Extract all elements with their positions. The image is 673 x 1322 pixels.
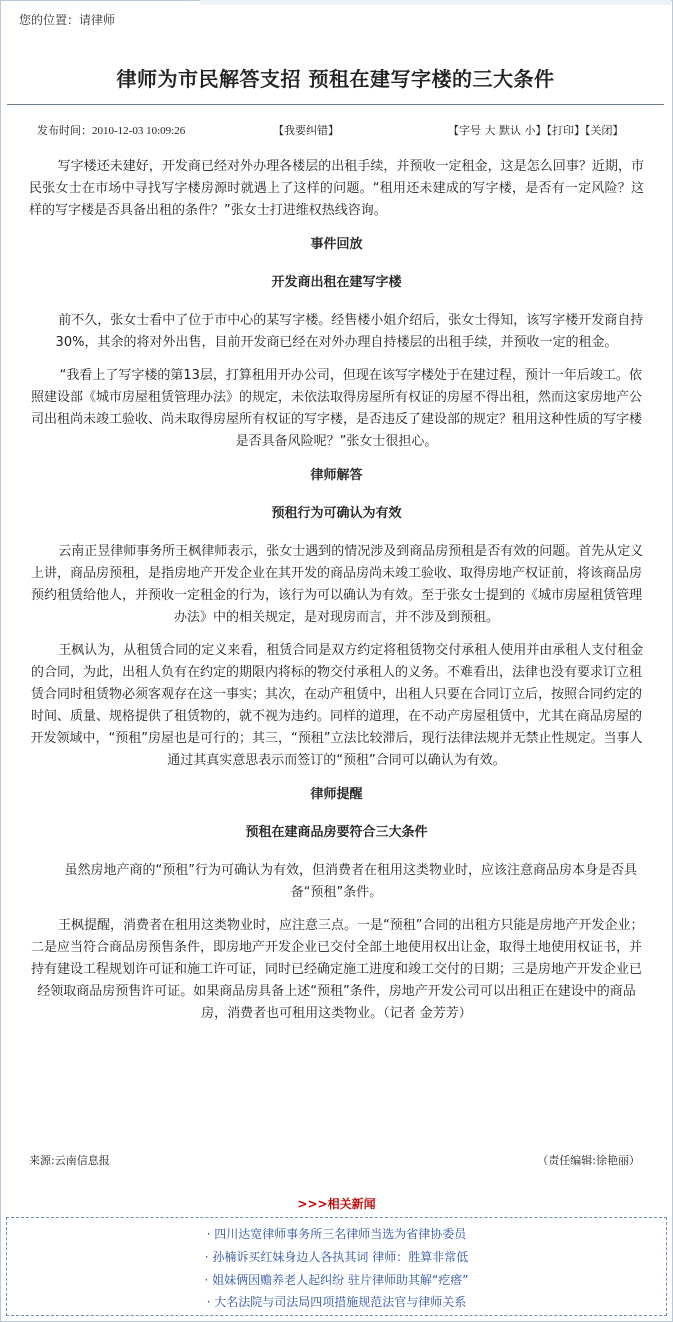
publish-info [37,122,185,138]
related-news-link[interactable]: · 姐妹俩因赡养老人起纠纷 驻片律师助其解“疙瘩” [204,1273,469,1287]
article-paragraph: 写字楼还未建好，开发商已经对外办理各楼层的出租手续，并预收一定租金，这是怎么回事？近期，市民张女士在市场中寻找写字楼房源时就遇上了这样的问题。“租用还未建成的写字楼，是否有一定风险？这样的写字楼是否具备出租的条件？”张女士打进维权热线咨询。 [29,159,644,218]
section-subheading: 预租行为可确认为有效 [271,506,402,521]
related-news-box [6,1217,667,1316]
related-news-link[interactable]: · 孙楠诉买红妹身边人各执其词 律师：胜算非常低 [204,1250,469,1264]
article-paragraph: “我看上了写字楼的第13层，打算租用开办公司，但现在该写字楼处于在建过程，预计一年后竣工。依照建设部《城市房屋租赁管理办法》的规定，未依法取得房屋所有权证的房屋不得出租，然而这家房地产公司出租尚未竣工验收、尚未取得房屋所有权证的写字楼，是否违反了建设部的规定？租用这种性质的写字楼是否具备风险呢？”张女士很担心。 [30,368,642,449]
print-link[interactable]: 【打印】 [546,124,585,137]
section-subheading: 开发商出租在建写字楼 [271,275,402,290]
font-size-big-link[interactable]: 大 [484,124,496,137]
article-title: 律师为市民解答支招 预租在建写字楼的三大条件 [116,67,555,91]
section-subheading: 预租在建商品房要符合三大条件 [245,825,428,840]
responsible-editor: （责任编辑:徐艳丽） [537,1154,640,1167]
font-size-default-link[interactable]: 默认 [499,124,521,137]
article-paragraph: 虽然房地产商的“预租”行为可确认为有效，但消费者在租用这类物业时，应该注意商品房本身是否具备“预租”条件。 [64,863,638,900]
article-body [29,156,644,1036]
related-news-heading: >>>相关新闻 [297,1197,376,1211]
publish-time: 2010-12-03 10:09:26 [92,125,186,137]
article-paragraph: 前不久，张女士看中了位于市中心的某写字楼。经售楼小姐介绍后，张女士得知，该写字楼开发商自持30%，其余的将对外出售，目前开发商已经在对外办理自持楼层的出租手续，并预收一定的租金。 [55,313,644,350]
article-paragraph: 王枫提醒，消费者在租用这类物业时，应注意三点。一是“预租”合同的出租方只能是房地产开发企业；二是应当符合商品房预售条件，即房地产开发企业已交付全部土地使用权出让金，取得土地使用权证书，并持有建设工程规划许可证和施工许可证，同时已经确定施工进度和竣工交付的日期；三是房地产开发企业已经领取商品房预售许可证。如果商品房具备上述“预租”条件，房地产开发公司可以出租正在建设中的商品房，消费者也可租用这类物业。（记者 金芳芳） [30,918,644,1021]
close-link[interactable]: 【关闭】 [585,124,624,137]
font-size-label: 【字号 [448,124,481,137]
article-paragraph: 王枫认为，从租赁合同的定义来看，租赁合同是双方约定将租赁物交付承租人使用并由承租人支付租金的合同，为此，出租人负有在约定的期限内将标的物交付承租人的义务。不难看出，法律也没有要求订立租赁合同时租赁物必须客观存在这一事实；其次，在动产租赁中，出租人只要在合同订立后，按照合同约定的时间、质量、规格提供了租赁物的，就不视为违约。同样的道理，在不动产房屋租赁中，尤其在商品房屋的开发领域中，“预租”房屋也是可行的；其三，“预租”立法比较滞后，现行法律法规并无禁止性规定。当事人通过其真实意思表示而签订的“预租”合同可以确认为有效。 [30,643,644,768]
publish-label: 发布时间： [37,124,92,137]
article-source: 来源:云南信息报 [29,1154,110,1167]
section-heading: 律师解答 [310,468,363,483]
title-divider [7,104,664,105]
top-bar [0,0,671,35]
section-heading: 事件回放 [310,237,363,252]
article-paragraph: 云南正昱律师事务所王枫律师表示，张女士遇到的情况涉及到商品房预租是否有效的问题。首先从定义上讲，商品房预租，是指房地产开发企业在其开发的商品房尚未竣工验收、取得房地产权证前，将该商品房预约租赁给他人，并预收一定租金的行为，该行为可以确认为有效。至于张女士提到的《城市房屋租赁管理办法》中的相关规定，是对现房而言，并不涉及到预租。 [30,544,644,625]
report-error-link[interactable]: 【我要纠错】 [273,124,339,137]
related-news-link[interactable]: · 大名法院与司法局四项措施规范法官与律师关系 [206,1295,467,1309]
section-heading: 律师提醒 [310,787,363,802]
related-news-link[interactable]: · 四川达宽律师事务所三名律师当选为省律协委员 [206,1227,467,1241]
top-bar-highlight [200,0,671,5]
font-size-small-link[interactable]: 小】 [524,124,547,137]
article-tools [448,122,624,138]
breadcrumb: 您的位置：请律师 [19,13,116,27]
